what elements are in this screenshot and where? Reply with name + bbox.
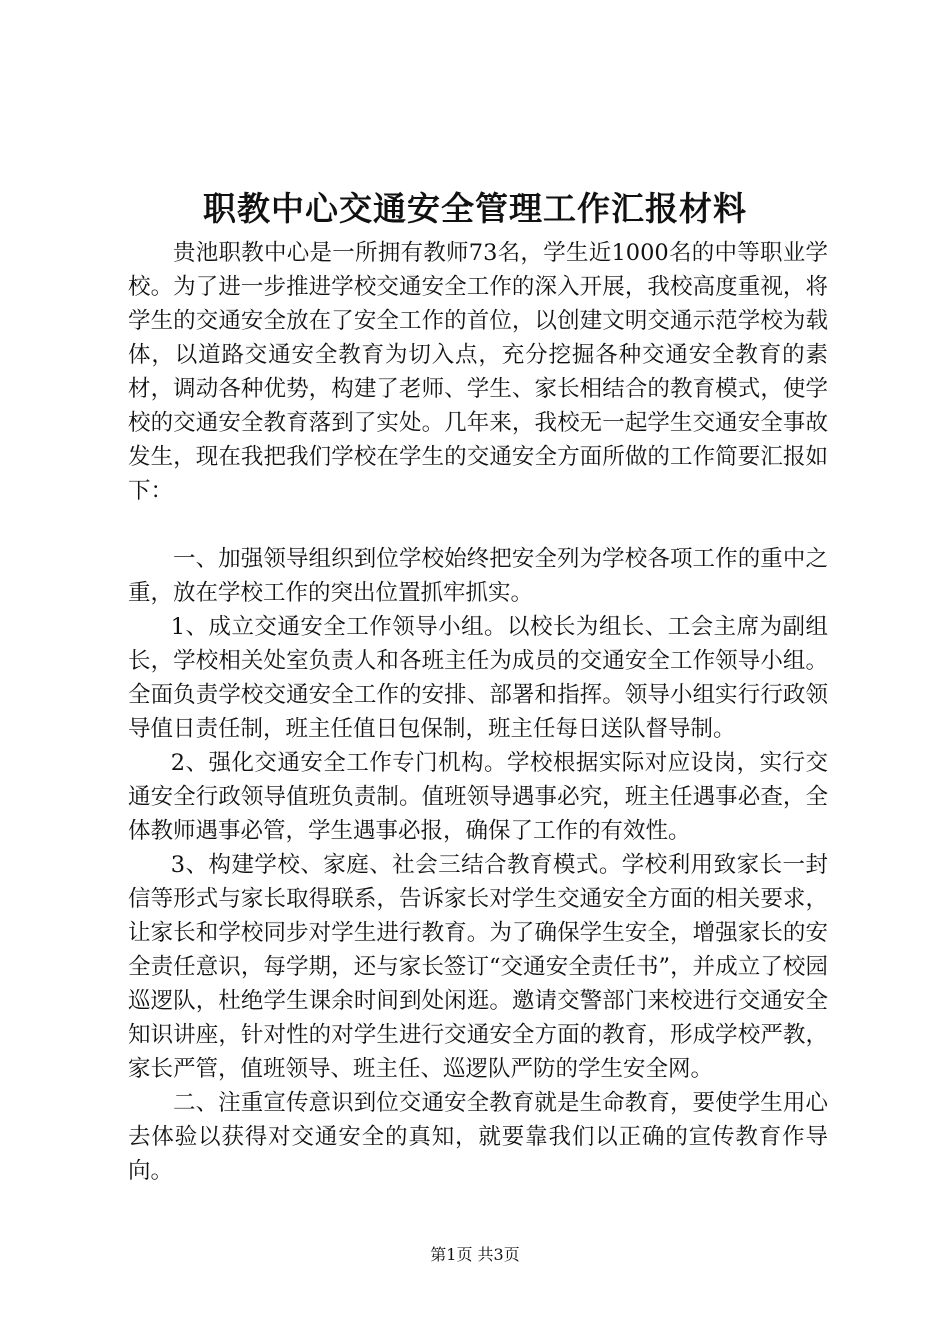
item-three-paragraph: 3、构建学校、家庭、社会三结合教育模式。学校利用致家长一封信等形式与家长取得联系，告诉家长对学生交通安全方面的相关要求，让家长和学校同步对学生进行教育。为了确保学生安全，增强家长的安全责任意识，每学期，还与家长签订“交通安全责任书”，并成立了校园巡逻队，杜绝学生课余时间到处闲逛。邀请交警部门来校进行交通安全知识讲座，针对性的对学生进行交通安全方面的教育，形成学校严教，家长严管，值班领导、班主任、巡逻队严防的学生安全网。: [128, 852, 828, 1082]
item-one-paragraph: 1、成立交通安全工作领导小组。以校长为组长、工会主席为副组长，学校相关处室负责人和各班主任为成员的交通安全工作领导小组。全面负责学校交通安全工作的安排、部署和指挥。领导小组实行行政领导值日责任制，班主任值日包保制，班主任每日送队督导制。: [128, 614, 828, 742]
intro-paragraph: 贵池职教中心是一所拥有教师73名，学生近1000名的中等职业学校。为了进一步推进学校交通安全工作的深入开展，我校高度重视，将学生的交通安全放在了安全工作的首位，以创建文明交通示范学校为载体，以道路交通安全教育为切入点，充分挖掘各种交通安全教育的素材，调动各种优势，构建了老师、学生、家长相结合的教育模式，使学校的交通安全教育落到了实处。几年来，我校无一起学生交通安全事故发生，现在我把我们学校在学生的交通安全方面所做的工作简要汇报如下：: [128, 240, 828, 504]
section-two-heading-paragraph: 二、注重宣传意识到位交通安全教育就是生命教育，要使学生用心去体验以获得对交通安全的真知，就要靠我们以正确的宣传教育作导向。: [128, 1090, 828, 1184]
item-two-paragraph: 2、强化交通安全工作专门机构。学校根据实际对应设岗，实行交通安全行政领导值班负责制。值班领导遇事必究，班主任遇事必查，全体教师遇事必管，学生遇事必报，确保了工作的有效性。: [128, 750, 828, 844]
page-number-footer: 第1页 共3页: [430, 1245, 520, 1264]
document-body: [128, 236, 828, 1188]
document-title: 职教中心交通安全管理工作汇报材料: [203, 189, 747, 228]
section-one-heading-paragraph: 一、加强领导组织到位学校始终把安全列为学校各项工作的重中之重，放在学校工作的突出位置抓牢抓实。: [128, 546, 828, 606]
